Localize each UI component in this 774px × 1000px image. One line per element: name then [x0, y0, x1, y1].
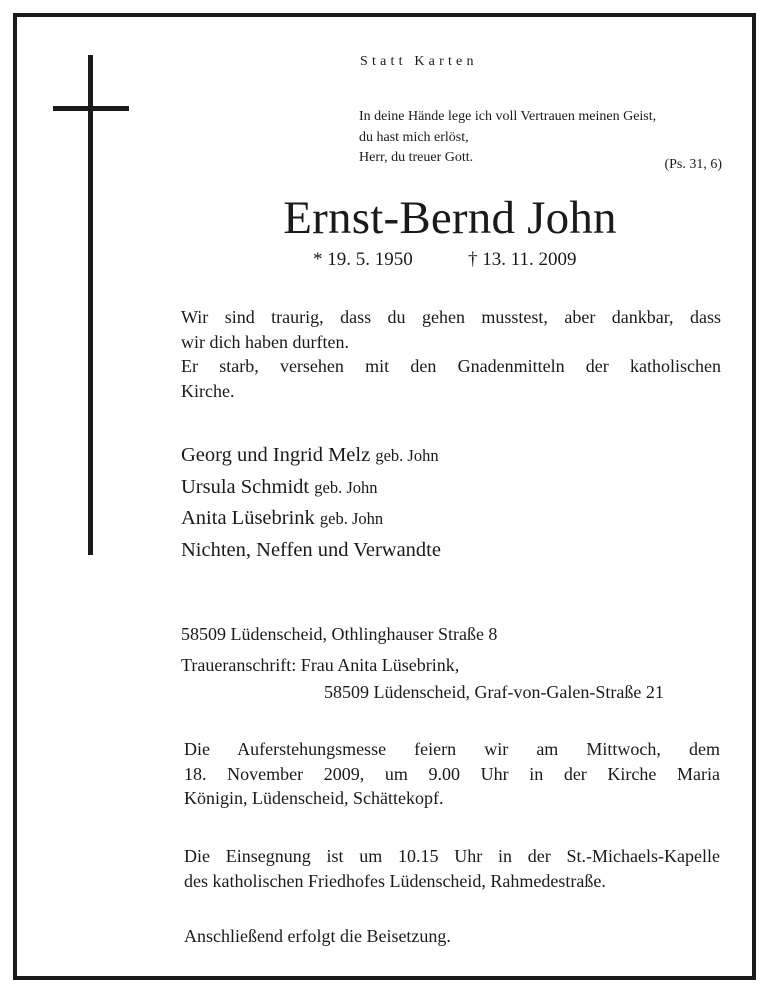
blessing-info — [184, 844, 720, 893]
mourner-name: Georg und Ingrid Melz — [181, 444, 371, 466]
psalm-line: du hast mich erlöst, — [359, 129, 469, 145]
mourner-name: Nichten, Neffen und Verwandte — [181, 538, 441, 561]
family-address: 58509 Lüdenscheid, Othlinghauser Straße 8 — [181, 624, 498, 644]
mourner-maiden-name: geb. John — [314, 477, 378, 497]
funeral-mass-info — [184, 737, 720, 811]
psalm-line: In deine Hände lege ich voll Vertrauen meinen Geist, — [359, 109, 657, 124]
intro-line: Kirche. — [181, 380, 235, 401]
burial-info: Anschließend erfolgt die Beisetzung. — [184, 926, 451, 946]
mass-line: Königin, Lüdenscheid, Schättekopf. — [184, 788, 444, 808]
cross-icon — [88, 55, 93, 555]
psalm-reference: (Ps. 31, 6) — [664, 157, 722, 172]
mourner-maiden-name: geb. John — [375, 446, 439, 465]
mourner-name: Anita Lüsebrink — [181, 507, 315, 529]
mourner-entry — [181, 503, 441, 535]
mourner-entry — [181, 472, 441, 504]
mourning-address-street: 58509 Lüdenscheid, Graf-von-Galen-Straße 21 — [324, 681, 664, 702]
intro-line: Wir sind traurig, dass du gehen musstest, aber dankbar, dass — [181, 307, 721, 327]
mourners-list — [181, 440, 441, 565]
blessing-line: Die Einsegnung ist um 10.15 Uhr in der St.-Michaels-Kapelle — [184, 846, 720, 866]
death-date: † 13. 11. 2009 — [468, 249, 577, 270]
mourning-address-label: Traueranschrift: Frau Anita Lüsebrink, — [181, 655, 460, 675]
intro-line: wir dich haben durften. — [181, 331, 349, 352]
psalm-line: Herr, du treuer Gott. — [359, 150, 474, 165]
mass-line: 18. November 2009, um 9.00 Uhr in der Kirche Maria — [184, 763, 720, 784]
birth-date: * 19. 5. 1950 — [313, 249, 413, 270]
mass-line: Die Auferstehungsmesse feiern wir am Mittwoch, dem — [184, 739, 720, 759]
mourner-entry — [181, 535, 441, 566]
blessing-line: des katholischen Friedhofes Lüdenscheid, Rahmedestraße. — [184, 870, 606, 891]
mourner-entry — [181, 440, 441, 472]
cross-icon-bar — [53, 106, 129, 111]
deceased-name: Ernst-Bernd John — [283, 192, 617, 244]
intro-line: Er starb, versehen mit den Gnadenmitteln der katholischen — [181, 356, 721, 376]
mourning-address — [181, 652, 664, 705]
intro-text — [181, 305, 721, 403]
mourner-maiden-name: geb. John — [319, 509, 384, 528]
mourner-name: Ursula Schmidt — [181, 475, 310, 498]
statt-karten-heading: Statt Karten — [360, 54, 478, 69]
